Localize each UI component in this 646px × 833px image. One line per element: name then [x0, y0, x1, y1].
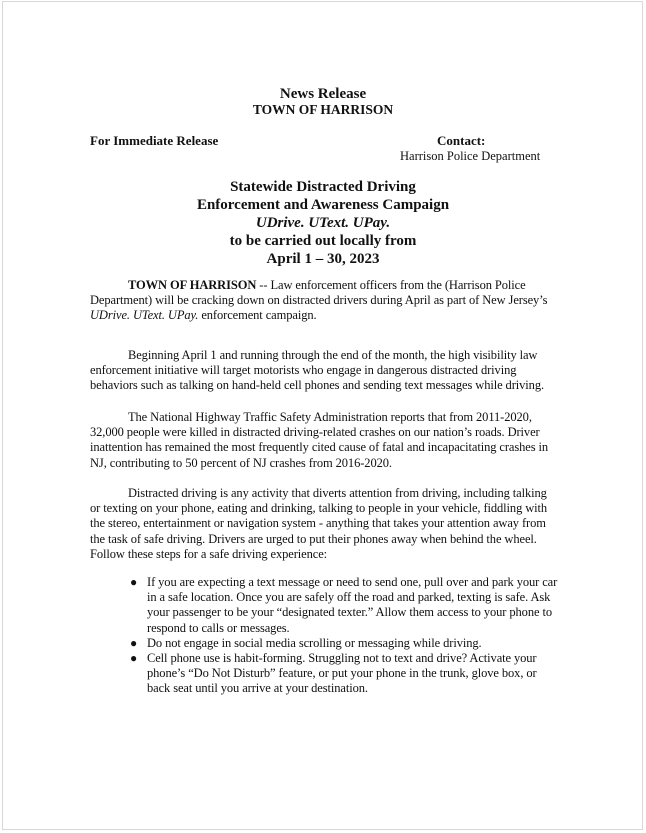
paragraph-1-lead: TOWN OF HARRISON: [128, 278, 257, 292]
paragraph-3-text: The National Highway Traffic Safety Administration reports that from 2011-2020, 32,000 people were killed in distracted driving-related crashes on our nation’s roads. Driver inattention has remained the most frequently cited cause of fatal and incapacitating crashes in NJ, contributing to 50 percent of NJ crashes from 2016-2020.: [90, 410, 549, 470]
paragraph-1-slogan: UDrive. UText. UPay.: [90, 308, 199, 323]
headline: [0, 178, 646, 268]
paragraph-1: [90, 278, 552, 324]
list-item: [90, 575, 560, 636]
bullet-icon: ●: [130, 575, 138, 589]
paragraph-2: [90, 348, 552, 394]
list-item-text: Cell phone use is habit-forming. Struggling not to text and drive? Activate your phone’s “Do Not Disturb” feature, or put your phone in the trunk, glove box, or back seat until you arrive at your destination.: [147, 651, 537, 696]
paragraph-4: [90, 486, 552, 562]
list-item: [90, 636, 560, 651]
list-item-text: If you are expecting a text message or need to send one, pull over and park your car in a safe location. Once you are safely off the road and parked, texting is safe. Ask your passenger to be your “designated texter.” Allow them access to your phone to respond to calls or messages.: [147, 575, 558, 635]
paragraph-3: [90, 410, 552, 471]
document-title: News Release: [279, 86, 367, 102]
contact-value: Harrison Police Department: [400, 149, 541, 163]
list-item-text: Do not engage in social media scrolling or messaging while driving.: [147, 635, 482, 650]
paragraph-2-text: Beginning April 1 and running through the end of the month, the high visibility law enforcement initiative will target motorists who engage in dangerous distracted driving behaviors such as talking on hand-held cell phones and sending text messages while driving.: [90, 348, 544, 393]
headline-dates: April 1 – 30, 2023: [266, 251, 380, 267]
paragraph-4-text: Distracted driving is any activity that diverts attention from driving, including talking or texting on your phone, eating and drinking, talking to people in your vehicle, fiddling with the stereo, entertainment or navigation system - anything that takes your attention away from the task of safe driving. Drivers are urged to put their phones away when behind the wheel. Follow these steps for a safe driving experience:: [90, 486, 548, 561]
headline-line-4: to be carried out locally from: [229, 233, 417, 249]
bullet-icon: ●: [130, 635, 138, 650]
headline-slogan: UDrive. UText. UPay.: [255, 215, 391, 231]
bullet-icon: ●: [130, 651, 138, 666]
issuing-organization: TOWN OF HARRISON: [252, 102, 394, 117]
list-item: [90, 651, 560, 697]
release-status: For Immediate Release: [90, 133, 219, 148]
safety-tips-list: [90, 575, 560, 697]
paragraph-1-text-a: -- Law enforcement officers from the (Harrison Police Department) will be cracking down on distracted drivers during April as part of New Jersey’s: [90, 278, 548, 308]
headline-line-1: Statewide Distracted Driving: [230, 179, 416, 195]
paragraph-1-text-b: enforcement campaign.: [198, 308, 317, 323]
headline-line-2: Enforcement and Awareness Campaign: [196, 197, 450, 213]
contact-label: Contact:: [437, 133, 486, 148]
